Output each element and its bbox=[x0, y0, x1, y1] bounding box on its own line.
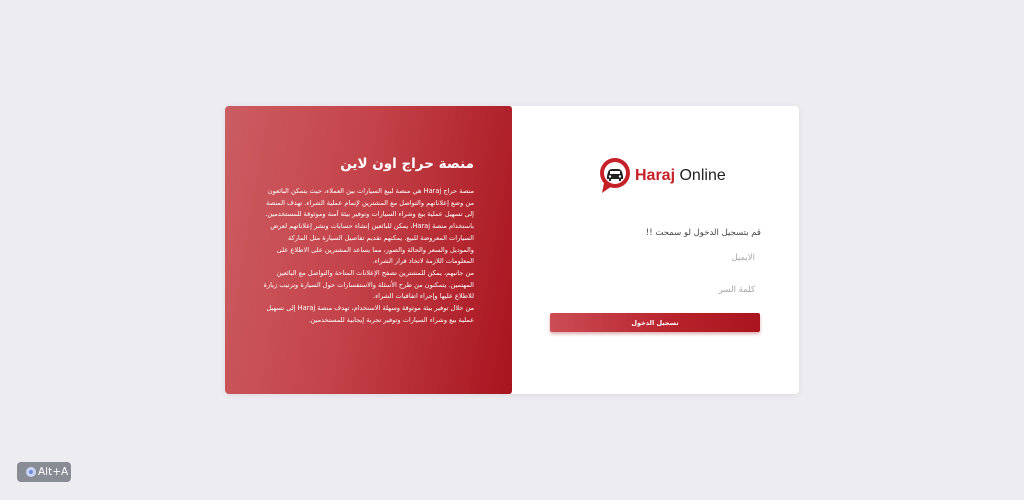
haraj-online-logo bbox=[598, 157, 726, 195]
password-input[interactable] bbox=[550, 281, 760, 299]
login-card bbox=[225, 106, 799, 394]
logo-wordmark bbox=[635, 167, 726, 185]
info-paragraph-4: من خلال توفير بيئة موثوقة وسهلة الاستخدام، تهدف منصة Haraj إلى تسهيل عملية بيع وشراء السيارات وتوفير تجربة إيجابية للمستخدمين. bbox=[266, 304, 474, 324]
login-button[interactable]: تسجيل الدخول bbox=[550, 313, 760, 332]
logo-suffix: Online bbox=[679, 167, 726, 184]
info-panel bbox=[225, 106, 512, 394]
shortcut-label: Alt+A bbox=[38, 466, 69, 478]
info-title: منصة حراج اون لاين bbox=[340, 156, 474, 172]
shortcut-badge[interactable] bbox=[17, 462, 71, 482]
car-chat-bubble-icon bbox=[598, 157, 632, 195]
info-paragraph-3: من جانبهم، يمكن للمشترين تصفح الإعلانات المتاحة والتواصل مع البائعين المهتمين. يتمكنون من طرح الأسئلة والاستفسارات حول السيارة وترتيب زيارة للاطلاع عليها وإجراء اتفاقيات الشراء. bbox=[263, 268, 474, 301]
info-paragraph-1: منصة حراج Haraj هي منصة لبيع السيارات بين العملاء، حيث يتمكن البائعون من وضع إعلاناتهم والتواصل مع المشترين لإتمام عملية الشراء. تهدف المنصة إلى تسهيل عملية بيع وشراء السيارات وتوفير بيئة آمنة وموثوقة للمستخدمين. bbox=[265, 187, 474, 219]
login-panel bbox=[512, 106, 799, 394]
email-input[interactable] bbox=[550, 249, 760, 267]
assistant-icon bbox=[26, 467, 36, 477]
logo-brand: Haraj bbox=[635, 167, 676, 184]
info-paragraph-2: باستخدام منصة Haraj، يمكن للبائعين إنشاء حسابات ونشر إعلاناتهم لعرض السيارات المعروضة للبيع. يمكنهم تقديم تفاصيل السيارة مثل الماركة والموديل والسعر والحالة والصور، مما يساعد المشترين على الاطلاع على المعلومات اللازمة لاتخاذ قرار الشراء. bbox=[270, 222, 474, 266]
login-subtitle: قم بتسجيل الدخول لو سمحت !! bbox=[645, 228, 761, 238]
